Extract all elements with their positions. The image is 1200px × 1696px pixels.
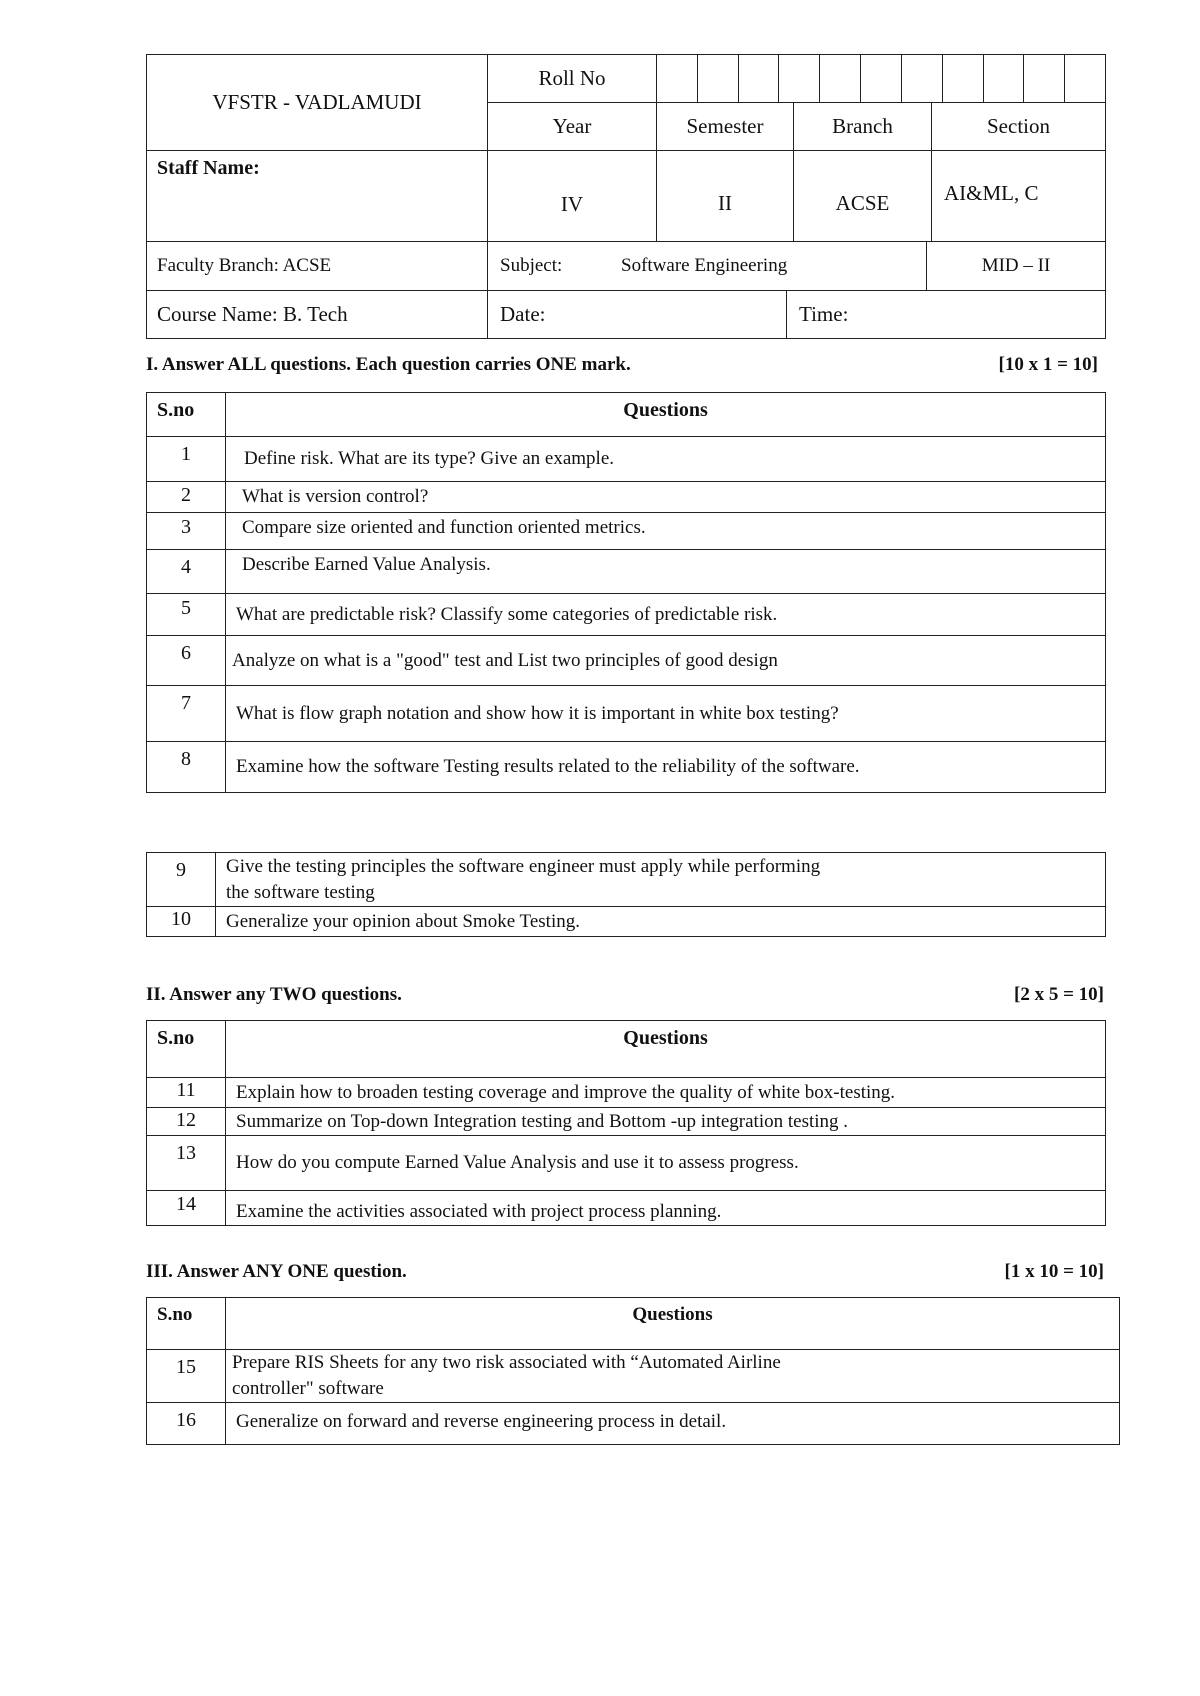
time-label: Time: [799,302,849,326]
question-number: 11 [147,1078,226,1108]
question-number: 10 [147,907,216,937]
question-number: 2 [147,482,226,513]
table-row [147,1191,1106,1226]
question-number: 5 [147,594,226,636]
question-number: 13 [147,1136,226,1191]
part2-table [146,1020,1106,1226]
question-text: Examine how the software Testing results related to the reliability of the software. [226,742,1106,793]
staff-name-label: Staff Name: [147,151,488,242]
part2-marks: [2 x 5 = 10] [1014,984,1104,1005]
part2-instruction: II. Answer any TWO questions. [146,984,402,1005]
table-row [147,1108,1106,1136]
exam-name: MID – II [981,255,1051,276]
table-row [147,1078,1106,1108]
question-number: 6 [147,636,226,686]
question-text: Examine the activities associated with project process planning. [226,1191,1106,1226]
question-text: Prepare RIS Sheets for any two risk associated with “Automated Airline controller" software [226,1350,1120,1403]
question-text: Analyze on what is a "good" test and List two principles of good design [226,636,1106,686]
part3-instruction: III. Answer ANY ONE question. [146,1261,407,1282]
sno-header: S.no [147,1298,226,1350]
question-number: 12 [147,1108,226,1136]
question-text: Define risk. What are its type? Give an example. [226,437,1106,482]
question-text: Generalize on forward and reverse engineering process in detail. [226,1403,1120,1445]
roll-no-boxes[interactable] [657,55,1106,103]
table-row [147,1350,1120,1403]
question-number: 14 [147,1191,226,1226]
question-text: What are predictable risk? Classify some categories of predictable risk. [226,594,1106,636]
table-row [147,686,1106,742]
part1-instruction-row [146,354,1106,376]
question-text: Explain how to broaden testing coverage and improve the quality of white box-testing. [226,1078,1106,1108]
course-name: Course Name: B. Tech [147,291,488,339]
part3-instruction-row [146,1261,1106,1283]
section-label: Section [987,114,1050,138]
question-number: 9 [147,853,216,907]
part1-table [146,392,1106,793]
part1-marks: [10 x 1 = 10] [998,354,1098,375]
table-row [147,482,1106,513]
questions-header: Questions [226,393,1106,437]
part1-table-continued [146,852,1106,937]
question-text: What is flow graph notation and show how it is important in white box testing? [226,686,1106,742]
institute-name: VFSTR - VADLAMUDI [147,55,488,151]
questions-header: Questions [226,1298,1120,1350]
table-row [147,550,1106,594]
table-row [147,437,1106,482]
semester-label: Semester [657,103,794,150]
sno-header: S.no [147,1021,226,1078]
question-text: Summarize on Top-down Integration testing and Bottom -up integration testing . [226,1108,1106,1136]
questions-header: Questions [226,1021,1106,1078]
question-number: 16 [147,1403,226,1445]
faculty-branch: Faculty Branch: ACSE [147,242,488,291]
question-text: Give the testing principles the software engineer must apply while performing the software testing [216,853,1106,907]
question-number: 3 [147,513,226,550]
question-text: How do you compute Earned Value Analysis and use it to assess progress. [226,1136,1106,1191]
semester-value: II [657,151,794,241]
table-row [147,853,1106,907]
part2-instruction-row [146,984,1106,1006]
table-row [147,907,1106,937]
subject-value: Software Engineering [621,242,927,290]
question-number: 7 [147,686,226,742]
table-row [147,1403,1120,1445]
table-row [147,1136,1106,1191]
question-number: 8 [147,742,226,793]
question-number: 1 [147,437,226,482]
question-text: Compare size oriented and function oriented metrics. [226,513,1106,550]
branch-value: ACSE [794,151,932,241]
question-number: 15 [147,1350,226,1403]
table-row [147,636,1106,686]
table-row [147,513,1106,550]
subject-label: Subject: [500,255,563,276]
branch-label: Branch [794,103,932,150]
part3-marks: [1 x 10 = 10] [1004,1261,1104,1282]
sno-header: S.no [147,393,226,437]
year-label: Year [488,103,657,151]
table-row [147,594,1106,636]
roll-no-label: Roll No [488,55,657,103]
date-label: Date: [488,291,787,338]
question-text: What is version control? [226,482,1106,513]
part1-instruction: I. Answer ALL questions. Each question carries ONE mark. [146,354,631,375]
table-row [147,742,1106,793]
question-text: Describe Earned Value Analysis. [226,550,1106,594]
question-text: Generalize your opinion about Smoke Testing. [216,907,1106,937]
question-number: 4 [147,550,226,594]
section-value: AI&ML, C [944,181,1039,205]
part3-table [146,1297,1120,1445]
exam-header-table [146,54,1106,339]
year-value: IV [488,151,657,242]
